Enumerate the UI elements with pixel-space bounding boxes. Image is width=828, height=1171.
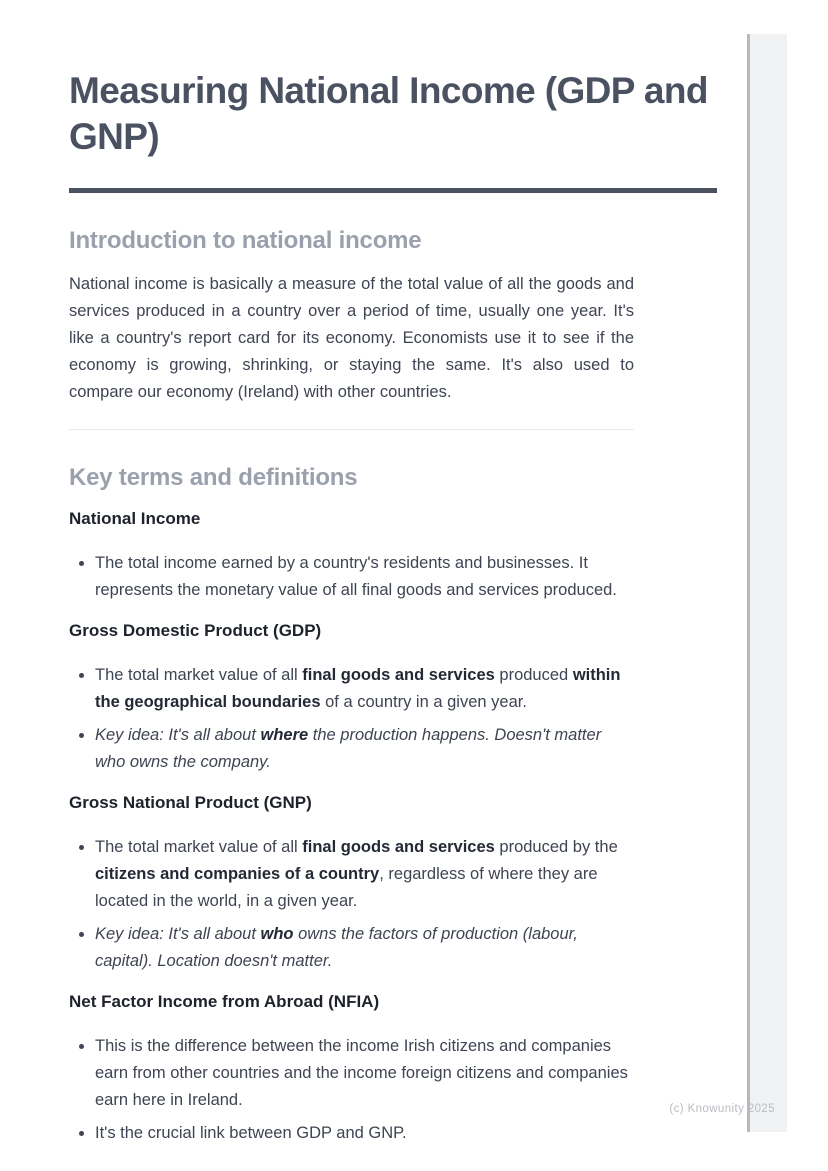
bullet-item — [95, 834, 634, 915]
term-heading: Gross Domestic Product (GDP) — [69, 620, 322, 640]
term-heading: National Income — [69, 508, 201, 528]
bullet-item — [95, 662, 634, 716]
bullet-text: , regardless of where they are located in the world, in a given year. — [95, 864, 598, 910]
term-bullets — [69, 550, 634, 604]
bullet-text-bold: final goods and services — [302, 665, 495, 684]
bullet-text: produced — [494, 665, 573, 684]
key-terms-heading: Key terms and definitions — [69, 463, 358, 491]
term-bullets — [69, 1033, 634, 1147]
bullet-text-bold: final goods and services — [302, 837, 495, 856]
copyright-watermark: (c) Knowunity 2025 — [669, 1103, 775, 1115]
introduction-heading: Introduction to national income — [69, 226, 422, 254]
bullet-text: produced by the — [494, 837, 618, 856]
section-key-terms — [69, 464, 717, 1147]
document-page — [69, 0, 717, 1163]
bullet-text: This is the difference between the income Irish citizens and companies earn from other countries and the income foreign citizens and companies earn here in Ireland. — [95, 1036, 628, 1109]
terms-list — [69, 508, 717, 1147]
bullet-item — [95, 921, 634, 975]
section-divider — [69, 429, 634, 430]
page-title: Measuring National Income (GDP and GNP) — [69, 70, 708, 157]
introduction-paragraph: National income is basically a measure of the total value of all the goods and services produced in a country over a period of time, usually one year. It's like a country's report card for its economy. Economists use it to see if the economy is growing, shrinking, or staying the same. It's also used to compare our economy (Ireland) with other countries. — [69, 274, 634, 401]
term-heading: Net Factor Income from Abroad (NFIA) — [69, 991, 380, 1011]
bullet-item — [95, 550, 634, 604]
term-heading: Gross National Product (GNP) — [69, 792, 312, 812]
bullet-item — [95, 722, 634, 776]
bullet-text: the production happens. Doesn't matter who owns the company. — [95, 725, 602, 771]
bullet-text-bold: who — [260, 924, 294, 943]
title-divider — [69, 188, 717, 193]
section-introduction — [69, 227, 717, 406]
bullet-text: It's the crucial link between GDP and GNP. — [95, 1123, 407, 1142]
term-bullets — [69, 834, 634, 975]
bullet-text: Key idea: It's all about — [95, 924, 261, 943]
bullet-text: of a country in a given year. — [320, 692, 527, 711]
next-page-edge[interactable] — [747, 34, 787, 1132]
bullet-text: The total market value of all — [95, 665, 303, 684]
bullet-text: The total income earned by a country's residents and businesses. It represents the monetary value of all final goods and services produced. — [95, 553, 617, 599]
bullet-item — [95, 1120, 634, 1147]
bullet-text-bold: where — [260, 725, 309, 744]
term-bullets — [69, 662, 634, 776]
bullet-text: Key idea: It's all about — [95, 725, 261, 744]
bullet-text: The total market value of all — [95, 837, 303, 856]
bullet-text: owns the factors of production (labour, capital). Location doesn't matter. — [95, 924, 578, 970]
bullet-item — [95, 1033, 634, 1114]
bullet-text-bold: citizens and companies of a country — [95, 864, 380, 883]
bullet-text-bold: within the geographical boundaries — [95, 665, 621, 711]
